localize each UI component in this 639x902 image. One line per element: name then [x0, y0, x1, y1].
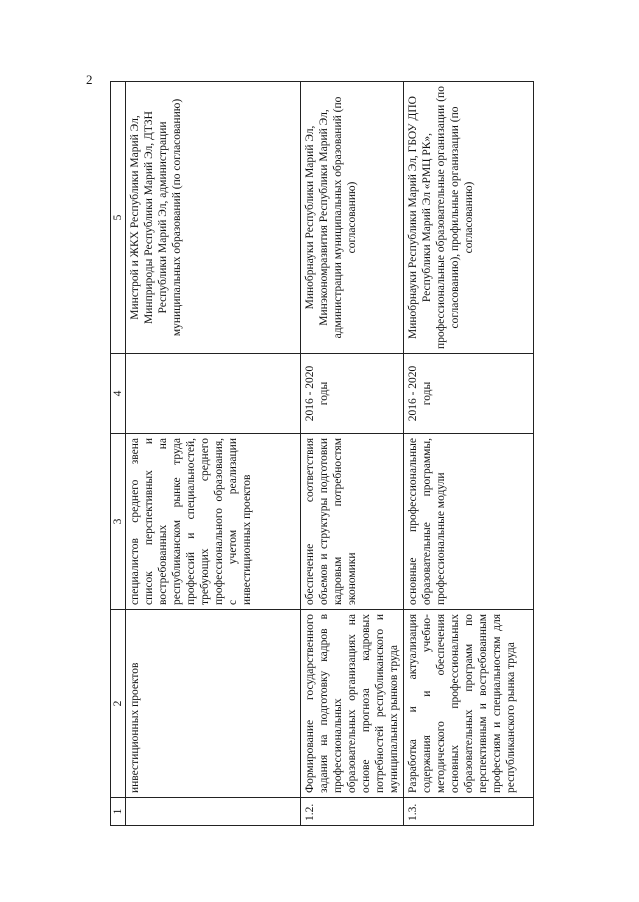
table-row: [404, 82, 534, 826]
years-cell: [126, 354, 301, 434]
measure-cell: Разработка и актуализация содержания и учебно-методического обеспечения основных профессиональных образовательных программ по перспективным и востребованным профессиям и специальностям для республиканского рынка труда: [404, 610, 534, 798]
rotated-table-container: [110, 81, 560, 826]
content-cell: специалистов среднего звена список перспективных и востребованных на республиканском рынке труда профессий и специальностей, требующих среднего профессионального образования, с учетом реализации инвестиционных проектов: [126, 434, 301, 610]
column-number-row: [111, 82, 126, 826]
table-row: [301, 82, 404, 826]
column-header: 1: [111, 798, 126, 826]
years-cell: 2016 - 2020 годы: [301, 354, 404, 434]
responsible-cell: Минобрнауки Республики Марий Эл, Минэкономразвития Республики Марий Эл, администрации муниципальных образований (по согласованию): [301, 82, 404, 354]
column-header: 5: [111, 82, 126, 354]
years-cell: 2016 - 2020 годы: [404, 354, 534, 434]
content-cell: основные профессиональные образовательные программы, профессиональные модули: [404, 434, 534, 610]
item-number: 1.3.: [404, 798, 534, 826]
measure-cell: Формирование государственного задания на подготовку кадров в профессиональных образовательных организациях на основе прогноза кадровых потребностей республиканского и муниципальных рынков труда: [301, 610, 404, 798]
column-header: 3: [111, 434, 126, 610]
column-header: 2: [111, 610, 126, 798]
item-number: [126, 798, 301, 826]
table-row: [126, 82, 301, 826]
measure-cell: инвестиционных проектов: [126, 610, 301, 798]
column-header: 4: [111, 354, 126, 434]
responsible-cell: Минобрнауки Республики Марий Эл, ГБОУ ДПО Республики Марий Эл «РМЦ РК», профессиональные образовательные организации (по согласованию), профильные организации (по согласованию): [404, 82, 534, 354]
page-number: 2: [86, 72, 93, 87]
measures-table: [110, 81, 534, 826]
responsible-cell: Минстрой и ЖКХ Республики Марий Эл, Минприроды Республики Марий Эл, ДТЗН Республики Марий Эл, администрации муниципальных образований (по согласованию): [126, 82, 301, 354]
item-number: 1.2.: [301, 798, 404, 826]
content-cell: обеспечение соответствия объемов и структуры подготовки кадровым потребностям экономики: [301, 434, 404, 610]
